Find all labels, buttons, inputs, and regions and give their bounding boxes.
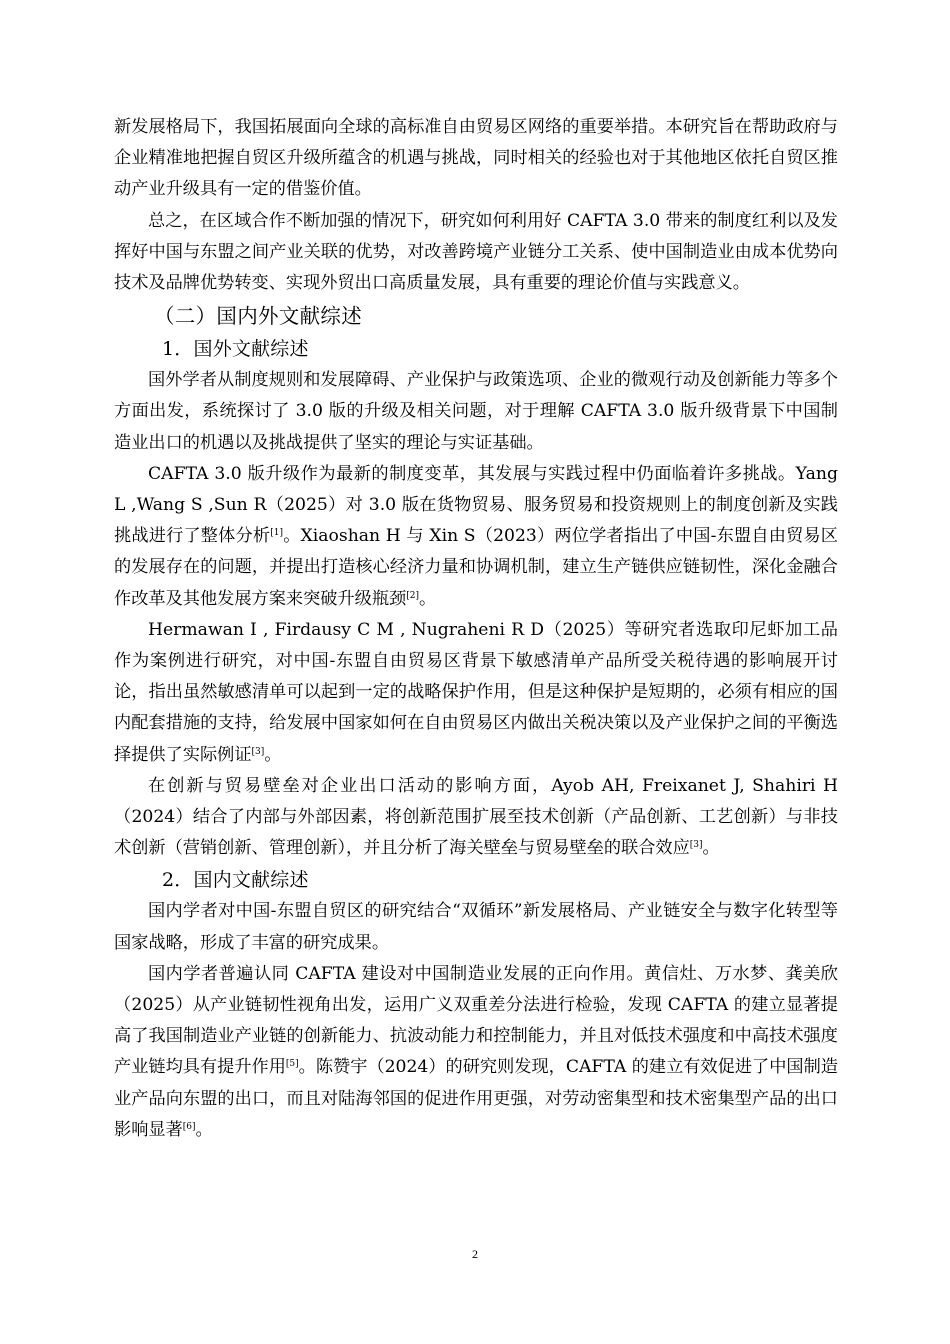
citation-marker: [3]: [689, 840, 703, 851]
paragraph-text: Hermawan I , Firdausy C M , Nugraheni R D（2025）等研究者选取印尼虾加工品作为案例进行研究，对中国-东盟自由贸易区背景下敏感清单产品所受关税待遇的影响展开讨论，指出虽然敏感清单可以起到一定的战略保护作用，但是这种保护是短期的，必须有相应的国内配套措施的支持，给发展中国家如何在自由贸易区内做出关税决策以及产业保护之间的平衡选择提供了实际例证: [114, 619, 838, 765]
subsection-heading: 1．国外文献综述: [162, 338, 309, 361]
citation-marker: [3]: [251, 746, 265, 757]
paragraph-text: 国内学者普遍认同 CAFTA 建设对中国制造业发展的正向作用。黄信灶、万水梦、龚美欣（2025）从产业链韧性视角出发，运用广义双重差分法进行检验，发现 CAFTA 的建立显著提高了我国制造业产业链的创新能力、抗波动能力和控制能力，并且对低技术强度和中高技术强度产业链均具有提升作用: [114, 963, 838, 1078]
body-paragraph: [114, 615, 838, 771]
paragraph-text: CAFTA 3.0 版升级作为最新的制度变革，其发展与实践过程中仍面临着许多挑战。Yang L ,Wang S ,Sun R（2025）对 3.0 版在货物贸易、服务贸易和投资规则上的制度创新及实践挑战进行了整体分析: [114, 463, 838, 547]
body-paragraph: [114, 112, 838, 206]
page-number: 2: [472, 1247, 478, 1261]
paragraph-text: 国内学者对中国-东盟自贸区的研究结合“双循环”新发展格局、产业链安全与数字化转型等国家战略，形成了丰富的研究成果。: [114, 901, 838, 953]
body-paragraph: [114, 959, 838, 1146]
paragraph-text: 。: [264, 744, 282, 765]
paragraph-text: 。: [418, 588, 437, 609]
citation-marker: [1]: [270, 528, 284, 539]
paragraph-text: 在创新与贸易壁垒对企业出口活动的影响方面，Ayob AH, Freixanet J, Shahiri H（2024）结合了内部与外部因素，将创新范围扩展至技术创新（产品创新、工艺创新）与非技术创新（营销创新、管理创新），并且分析了海关壁垒与贸易壁垒的联合效应: [114, 775, 838, 859]
body-paragraph: [114, 206, 838, 300]
citation-marker: [2]: [406, 590, 419, 601]
citation-marker: [5]: [285, 1059, 299, 1070]
body-paragraph: [114, 365, 838, 459]
paragraph-text: 。陈赞宇（2024）的研究则发现，CAFTA 的建立有效促进了中国制造业产品向东盟的出口，而且对陆海邻国的促进作用更强，对劳动密集型和技术密集型产品的出口影响显著: [114, 1057, 838, 1140]
body-paragraph: [114, 459, 838, 615]
paragraph-text: 总之，在区域合作不断加强的情况下，研究如何利用好 CAFTA 3.0 带来的制度红利以及发挥好中国与东盟之间产业关联的优势，对改善跨境产业链分工关系、使中国制造业由成本优势向技术及品牌优势转变、实现外贸出口高质量发展，具有重要的理论价值与实践意义。: [114, 210, 838, 294]
paragraph-text: 。: [195, 1119, 213, 1140]
paragraph-text: 新发展格局下，我国拓展面向全球的高标准自由贸易区网络的重要举措。本研究旨在帮助政府与企业精准地把握自贸区升级所蕴含的机遇与挑战，同时相关的经验也对于其他地区依托自贸区推动产业升级具有一定的借鉴价值。: [114, 117, 838, 200]
paragraph-text: 。Xiaoshan H 与 Xin S（2023）两位学者指出了中国-东盟自由贸易区的发展存在的问题，并提出打造核心经济力量和协调机制，建立生产链供应链韧性，深化金融合作改革及其他发展方案来突破升级瓶颈: [114, 526, 838, 609]
citation-marker: [6]: [182, 1121, 196, 1132]
section-heading: （二）国内外文献综述: [154, 304, 362, 329]
body-paragraph: [114, 896, 838, 958]
paragraph-text: 国外学者从制度规则和发展障碍、产业保护与政策选项、企业的微观行动及创新能力等多个方面出发，系统探讨了 3.0 版的升级及相关问题，对于理解 CAFTA 3.0 版升级背景下中国制造业出口的机遇以及挑战提供了坚实的理论与实证基础。: [114, 370, 838, 453]
paragraph-text: 。: [702, 838, 720, 859]
subsection-heading: 2．国内文献综述: [162, 869, 309, 892]
body-paragraph: [114, 771, 838, 865]
page-body: [114, 112, 838, 1146]
